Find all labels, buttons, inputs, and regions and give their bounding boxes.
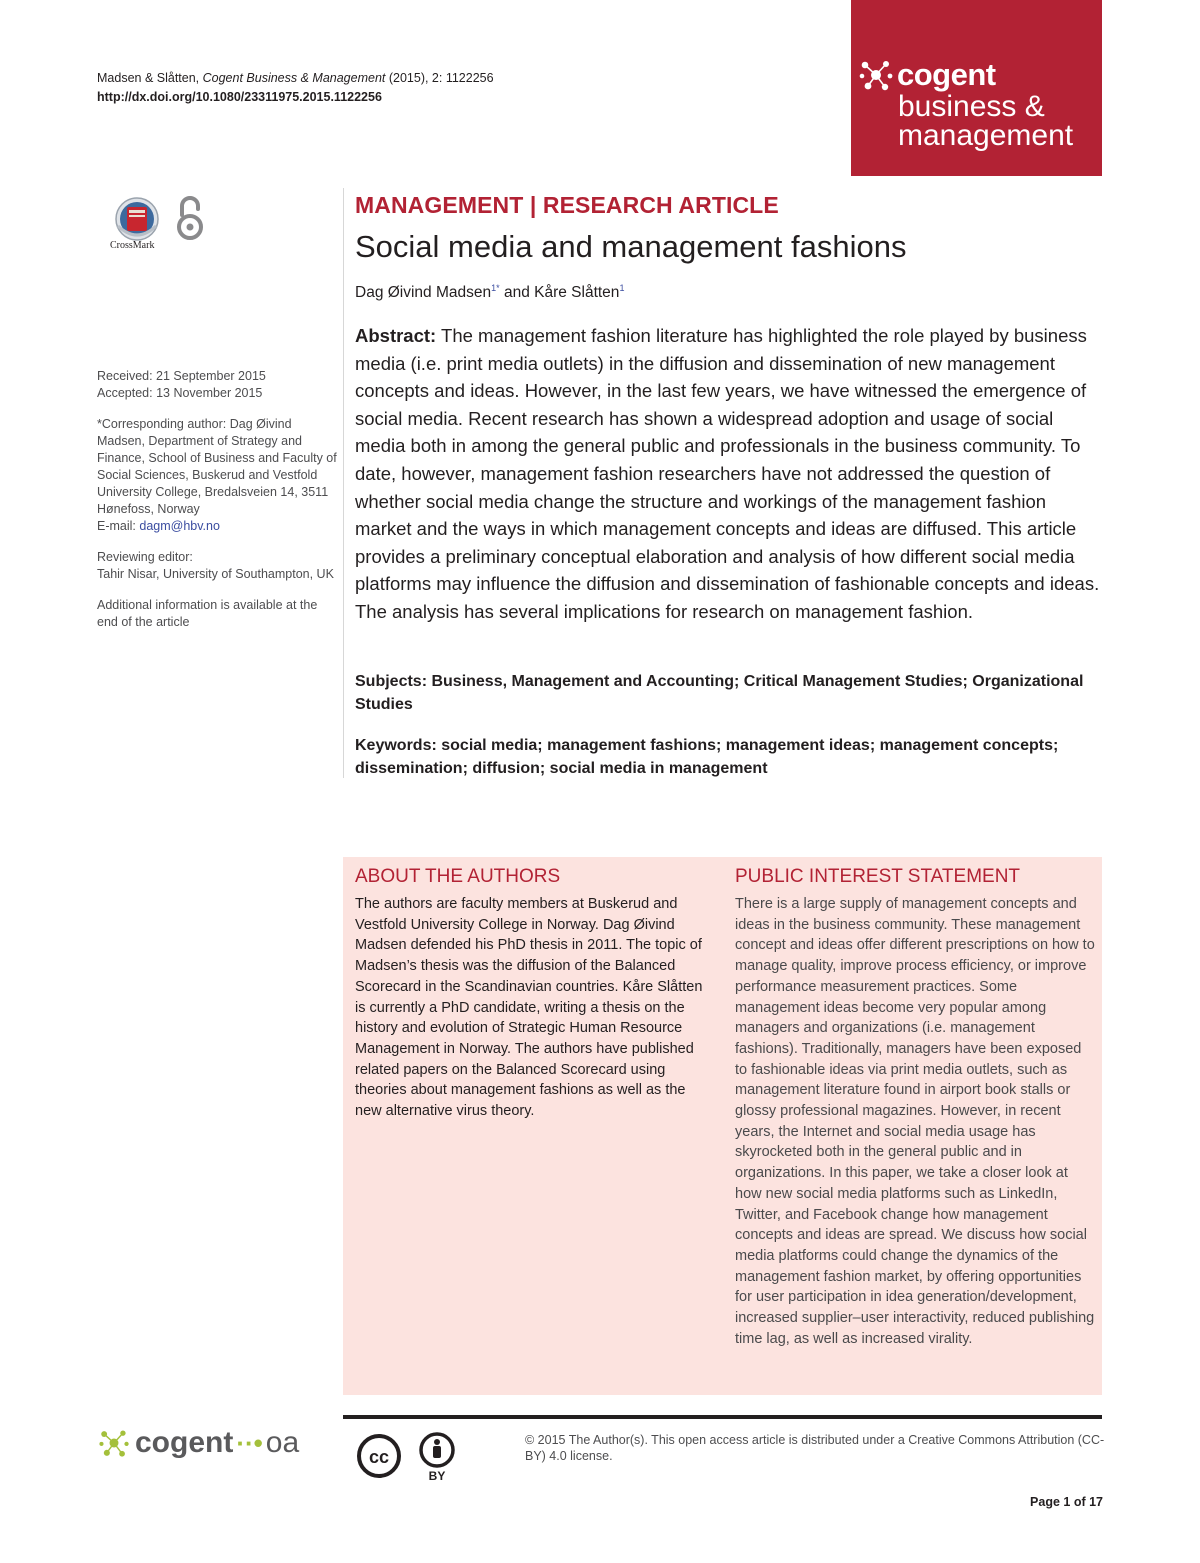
abstract xyxy=(355,322,1105,626)
dates-block xyxy=(97,368,337,402)
reviewing-editor-block xyxy=(97,549,337,583)
author-separator: and xyxy=(499,284,535,301)
corresponding-author: *Corresponding author: Dag Øivind Madsen, Department of Strategy and Finance, School of Business and Faculty of Social Sciences, Buskerud and Vestfold University College, Bredalsveien 14, 3511 Hønefoss, Norway xyxy=(97,417,337,516)
citation-details: (2015), 2: 1122256 xyxy=(385,71,494,85)
cogent-wordmark: cogent xyxy=(135,1426,234,1459)
about-authors-text: The authors are faculty members at Buskerud and Vestfold University College in Norway. Dag Øivind Madsen defended his PhD thesis in 2011. The topic of Madsen’s thesis was the diffusion of the Balanced Scorecard in the Scandinavian countries. Kåre Slåtten is currently a PhD candidate, writing a thesis on the history and evolution of Strategic Human Resource Management in Norway. The authors have published related papers on the Balanced Scorecard using theories about management fashions as well as the new alternative virus theory. xyxy=(355,896,703,1120)
keywords: Keywords: social media; management fashions; management ideas; management concepts; dissemination; diffusion; social media in management xyxy=(355,737,1059,777)
citation-block xyxy=(97,69,494,107)
open-access-icon xyxy=(175,195,205,243)
author-affiliation-sup[interactable]: 1* xyxy=(491,283,500,293)
corresponding-author-block xyxy=(97,416,337,535)
accepted-date: Accepted: 13 November 2015 xyxy=(97,386,263,400)
journal-brand-banner xyxy=(851,0,1102,176)
email-label: E-mail: xyxy=(97,519,140,533)
about-authors-heading: ABOUT THE AUTHORS xyxy=(355,866,561,887)
cc-by-label: BY xyxy=(428,1469,446,1483)
public-interest-text: There is a large supply of management concepts and ideas in the business community. These management concept and ideas offer different prescriptions on how to manage quality, improve process efficiency, or improve performance measurement practices. Some management ideas become very popular among managers and organizations (i.e. management fashions). Traditionally, managers have been exposed to fashionable ideas via print media outlets, such as management literature found in airport book stalls or glossy professional magazines. However, in recent years, the Internet and social media usage has skyrocketed both in the general public and in organizations. In this paper, we take a closer look at how new social media platforms such as LinkedIn, Twitter, and Facebook change how management concepts and ideas are spread. We discuss how social media platforms could change the dynamics of the management fashion market, by offering opportunities for user participation in idea generation/development, increased supplier–user interactivity, reduced publishing time lag, as well as increased virality. xyxy=(735,896,1095,1347)
article-title: Social media and management fashions xyxy=(355,229,907,264)
cogent-logo-icon xyxy=(857,56,895,94)
citation-line xyxy=(97,69,494,88)
sidebar-divider xyxy=(343,188,344,778)
license-text: © 2015 The Author(s). This open access article is distributed under a Creative Commons Attribution (CC-BY) 4.0 license. xyxy=(525,1433,1105,1463)
cogent-oa-logo-icon xyxy=(97,1426,131,1460)
brand-line-3: management xyxy=(898,119,1074,152)
author-name: Kåre Slåtten xyxy=(534,284,620,301)
section-label: MANAGEMENT | RESEARCH ARTICLE xyxy=(355,192,779,218)
cogent-oa-logo xyxy=(97,1426,299,1460)
footer-rule xyxy=(343,1415,1102,1419)
doi-link[interactable]: http://dx.doi.org/10.1080/23311975.2015.1122256 xyxy=(97,90,382,104)
connector-dots-icon: ··• xyxy=(236,1427,263,1458)
cc-by-license-icon[interactable] xyxy=(357,1432,457,1484)
article-sidebar xyxy=(97,368,337,645)
brand-wordmark: cogent xyxy=(897,57,996,92)
oa-wordmark: oa xyxy=(265,1426,300,1459)
brand-line-2: business & xyxy=(898,90,1045,123)
email-link[interactable]: dagm@hbv.no xyxy=(139,519,220,533)
received-date: Received: 21 September 2015 xyxy=(97,369,266,383)
svg-text:cc: cc xyxy=(368,1447,390,1467)
reviewing-editor: Tahir Nisar, University of Southampton, UK xyxy=(97,567,334,581)
subjects: Subjects: Business, Management and Accounting; Critical Management Studies; Organizational Studies xyxy=(355,673,1084,713)
author-name: Dag Øivind Madsen xyxy=(355,284,492,301)
page-number: Page 1 of 17 xyxy=(1030,1495,1103,1509)
reviewing-editor-label: Reviewing editor: xyxy=(97,550,193,564)
abstract-label: Abstract: xyxy=(355,325,437,346)
abstract-text: The management fashion literature has highlighted the role played by business media (i.e. print media outlets) in the diffusion and dissemination of new management concepts and ideas. However, in the last few years, we have witnessed the emergence of social media. Recent research has shown a widespread adoption and usage of social media both in among the general public and professionals in the business community. To date, however, management fashion researchers have not addressed the question of whether social media change the structure and workings of the management fashion market and the ways in which management concepts and ideas are diffused. This article provides a preliminary conceptual elaboration and analysis of how different social media platforms may influence the diffusion and dissemination of fashionable concepts and ideas. The analysis has several implications for research on management fashion. xyxy=(355,325,1100,622)
author-line xyxy=(355,283,624,302)
citation-authors: Madsen & Slåtten, xyxy=(97,71,203,85)
additional-info: Additional information is available at the end of the article xyxy=(97,598,318,629)
author-affiliation-sup[interactable]: 1 xyxy=(619,283,625,293)
public-interest-heading: PUBLIC INTEREST STATEMENT xyxy=(735,866,1021,887)
citation-journal: Cogent Business & Management xyxy=(202,71,386,85)
crossmark-label: CrossMark xyxy=(110,240,155,251)
brand-logo-row xyxy=(857,56,996,94)
